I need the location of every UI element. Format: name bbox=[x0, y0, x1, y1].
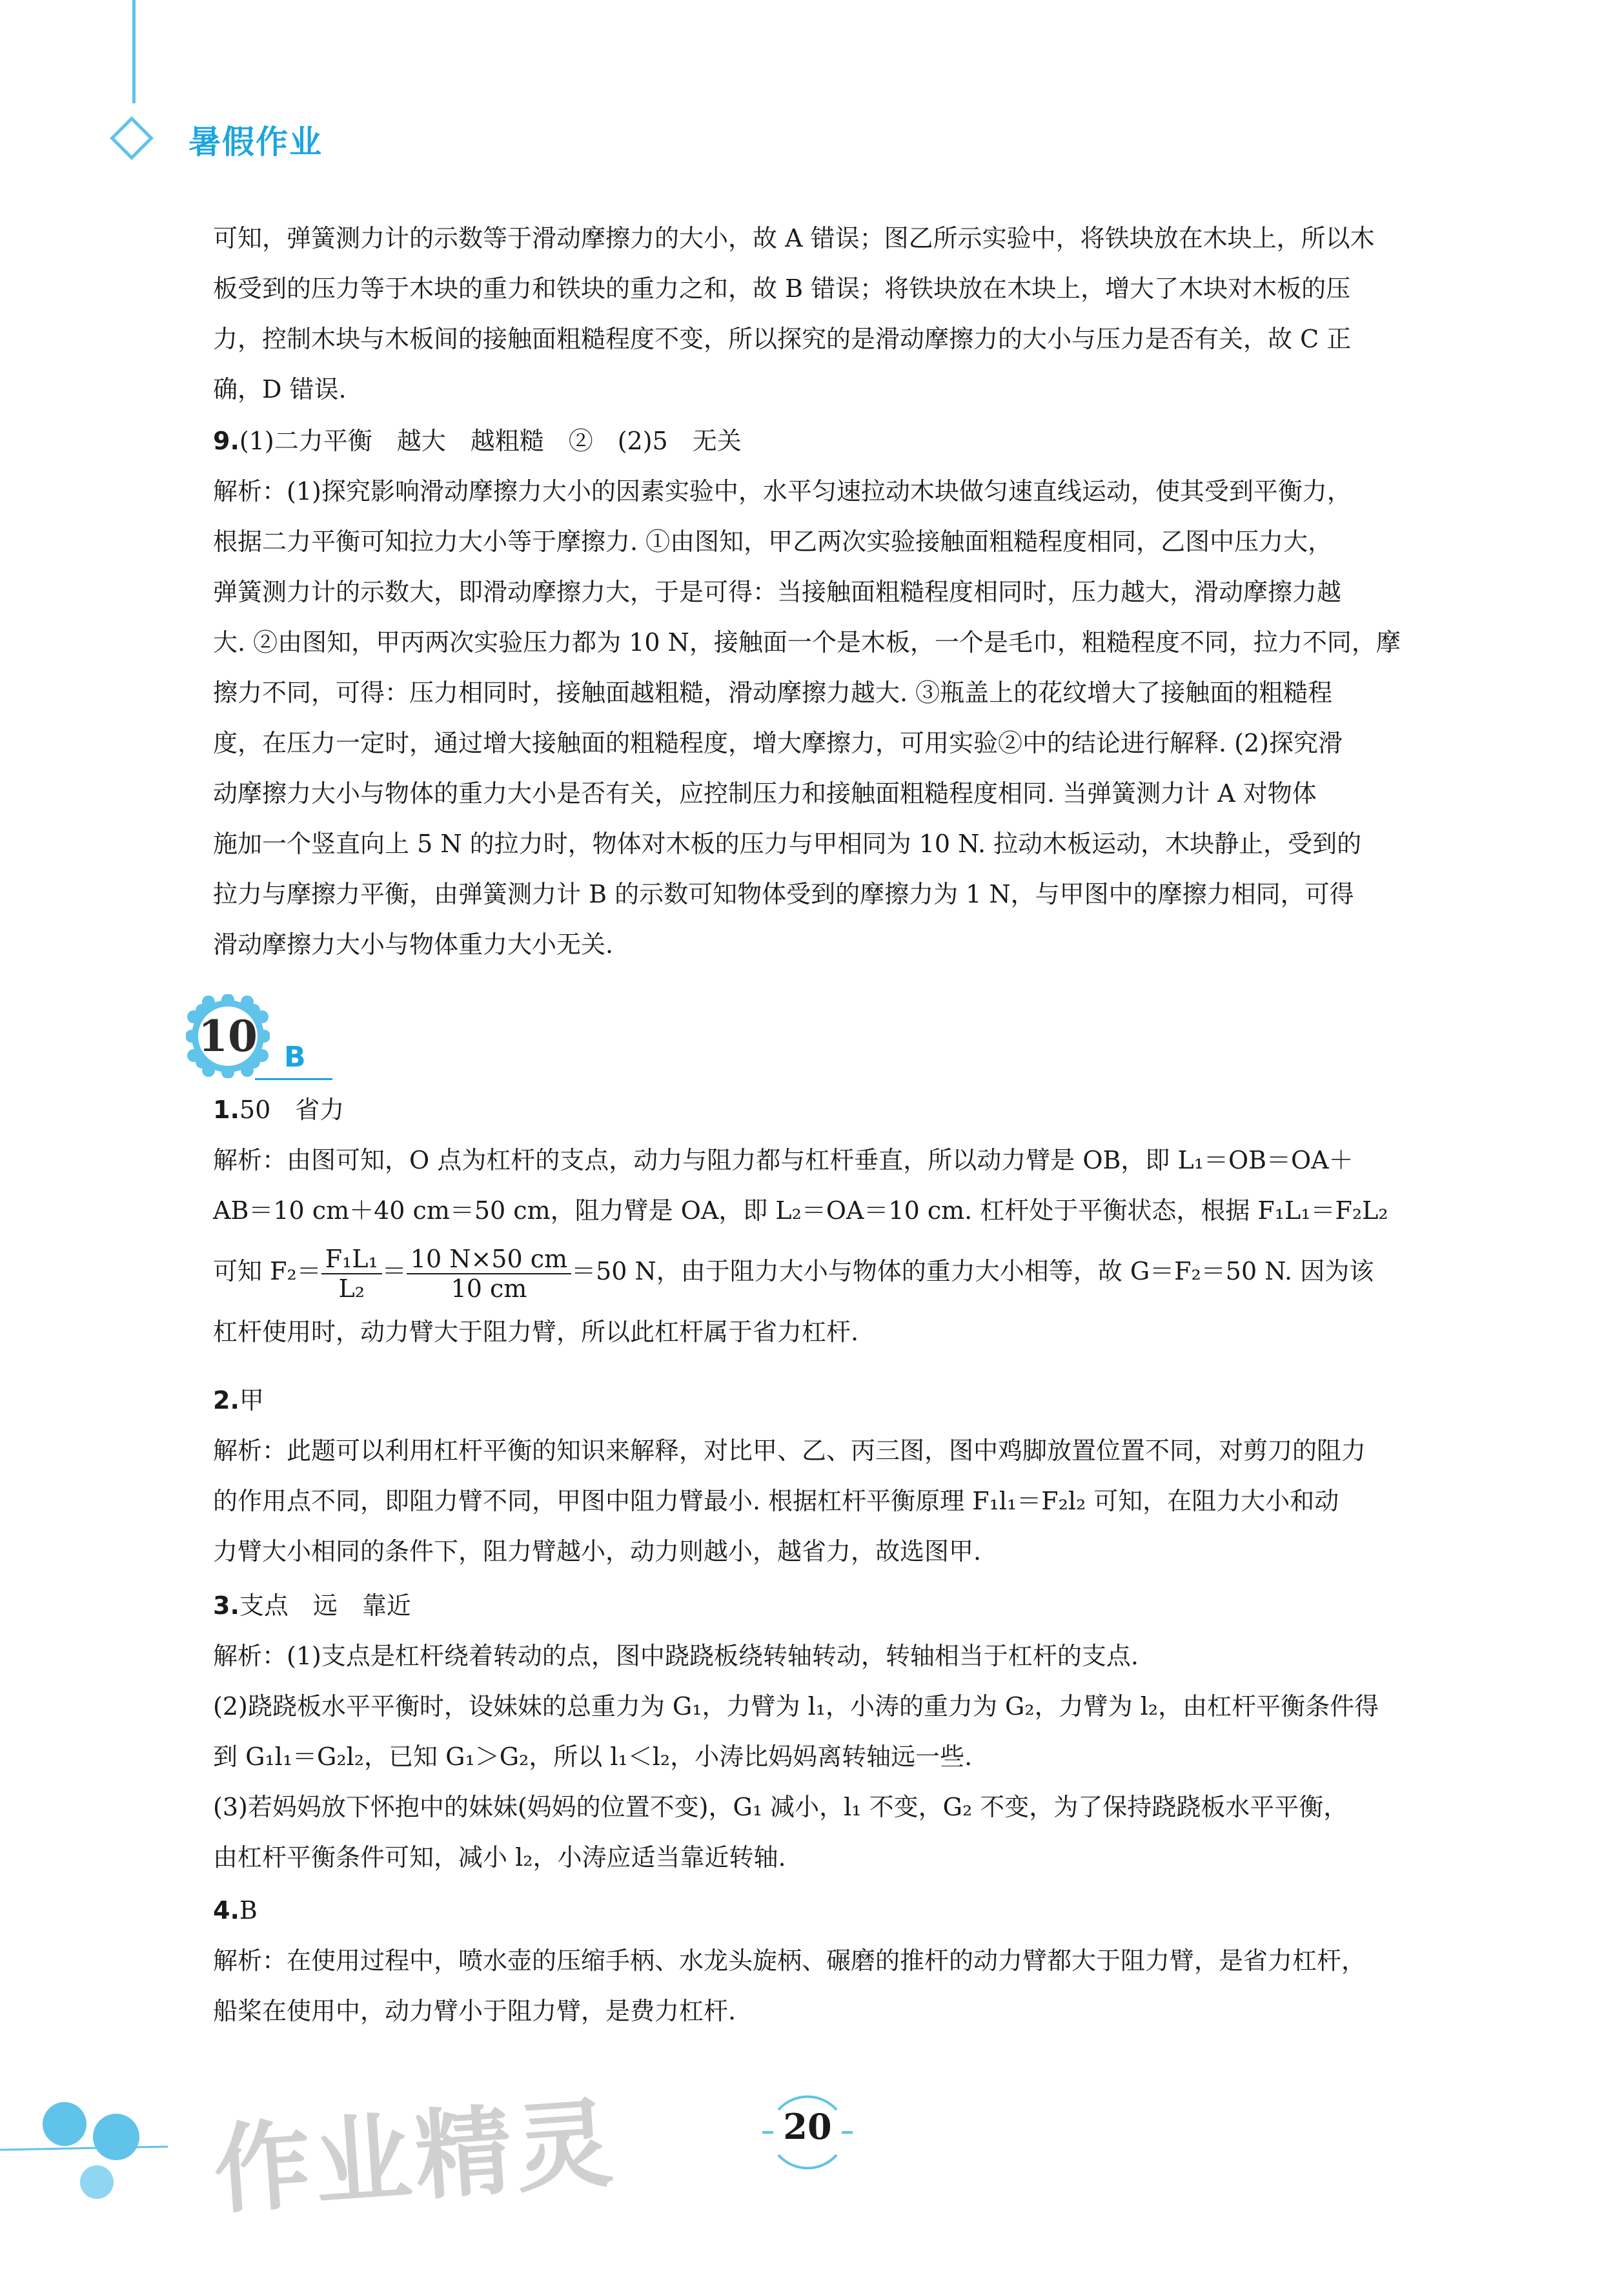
analysis-line: 由杠杆平衡条件可知，减小 l₂，小涛应适当靠近转轴. bbox=[213, 1843, 786, 1872]
analysis-line: (2)跷跷板水平平衡时，设妹妹的总重力为 G₁，力臂为 l₁，小涛的重力为 G₂，力臂为 l₂，由杠杆平衡条件得 bbox=[213, 1692, 1379, 1721]
equals-sign: ＝ bbox=[381, 1257, 407, 1285]
formula-prefix: 可知 F₂＝ bbox=[213, 1257, 321, 1285]
header-line bbox=[132, 0, 136, 103]
question-number: 1. bbox=[213, 1096, 239, 1124]
analysis-line: 擦力不同，可得：压力相同时，接触面越粗糙，滑动摩擦力越大. ③瓶盖上的花纹增大了接触面的粗糙程 bbox=[213, 679, 1333, 707]
question-number: 3. bbox=[213, 1591, 239, 1620]
analysis-line: 施加一个竖直向上 5 N 的拉力时，物体对木板的压力与甲相同为 10 N. 拉动木板运动，木块静止，受到的 bbox=[213, 830, 1362, 858]
question-number: 9. bbox=[213, 427, 239, 455]
formula-suffix: ＝50 N，由于阻力大小与物体的重力大小相等，故 G＝F₂＝50 N. 因为该 bbox=[571, 1257, 1374, 1285]
analysis-line: 根据二力平衡可知拉力大小等于摩擦力. ①由图知，甲乙两次实验接触面粗糙程度相同，乙图中压力大， bbox=[213, 527, 1333, 556]
fraction-denominator: L₂ bbox=[338, 1274, 365, 1303]
text-line: 确，D 错误. bbox=[213, 375, 347, 403]
answer-line bbox=[213, 1885, 1433, 1936]
answer-line bbox=[213, 1580, 1433, 1631]
section-underline bbox=[255, 1078, 332, 1080]
answer-text: B bbox=[239, 1896, 258, 1925]
analysis-line: 解析：由图可知，O 点为杠杆的支点，动力与阻力都与杠杆垂直，所以动力臂是 OB，即 L₁＝OB＝OA＋ bbox=[213, 1146, 1354, 1174]
analysis-line: 度，在压力一定时，通过增大接触面的粗糙程度，增大摩擦力，可用实验②中的结论进行解释. (2)探究滑 bbox=[213, 729, 1343, 757]
answer-text: 支点 远 靠近 bbox=[239, 1591, 411, 1620]
question-2 bbox=[213, 1375, 1433, 1577]
answer-line bbox=[213, 1085, 1433, 1135]
page-number: 20 bbox=[783, 2106, 832, 2147]
fraction bbox=[407, 1245, 571, 1303]
analysis-line: 船桨在使用中，动力臂小于阻力臂，是费力杠杆. bbox=[213, 1997, 736, 2025]
header-title: 暑假作业 bbox=[188, 123, 323, 161]
bubbles-decoration-icon bbox=[0, 2085, 168, 2214]
analysis-line: 杠杆使用时，动力臂大于阻力臂，所以此杠杆属于省力杠杆. bbox=[213, 1318, 859, 1346]
text-line: 板受到的压力等于木块的重力和铁块的重力之和，故 B 错误；将铁块放在木块上，增大了木块对木板的压 bbox=[213, 274, 1351, 303]
text-line: 可知，弹簧测力计的示数等于滑动摩擦力的大小，故 A 错误；图乙所示实验中，将铁块放在木块上，所以木 bbox=[213, 224, 1375, 252]
question-number: 4. bbox=[213, 1896, 239, 1925]
fraction-numerator: 10 N×50 cm bbox=[407, 1245, 571, 1274]
analysis-line: 解析：(1)探究影响滑动摩擦力大小的因素实验中，水平匀速拉动木块做匀速直线运动，使其受到平衡力， bbox=[213, 477, 1352, 506]
answer-line bbox=[213, 416, 1433, 466]
analysis-line: 到 G₁l₁＝G₂l₂，已知 G₁＞G₂，所以 l₁＜l₂，小涛比妈妈离转轴远一些. bbox=[213, 1742, 973, 1771]
question-4 bbox=[213, 1885, 1433, 2036]
question-number: 2. bbox=[213, 1386, 239, 1415]
watermark-logo: 作业精灵 bbox=[210, 2087, 620, 2228]
analysis-line: (3)若妈妈放下怀抱中的妹妹(妈妈的位置不变)，G₁ 减小，l₁ 不变，G₂ 不变，为了保持跷跷板水平平衡， bbox=[213, 1793, 1348, 1821]
question-9 bbox=[213, 416, 1433, 970]
answer-text: (1)二力平衡 越大 越粗糙 ② (2)5 无关 bbox=[239, 427, 742, 455]
fraction bbox=[321, 1245, 382, 1303]
answer-text: 50 省力 bbox=[239, 1096, 345, 1124]
section-letter: B bbox=[284, 1041, 306, 1074]
fraction-denominator: 10 cm bbox=[451, 1274, 527, 1303]
analysis-line: AB＝10 cm＋40 cm＝50 cm，阻力臂是 OA，即 L₂＝OA＝10 cm. 杠杆处于平衡状态，根据 F₁L₁＝F₂L₂ bbox=[213, 1196, 1388, 1225]
analysis-line: 拉力与摩擦力平衡，由弹簧测力计 B 的示数可知物体受到的摩擦力为 1 N，与甲图中的摩擦力相同，可得 bbox=[213, 880, 1354, 908]
analysis-line: 解析：(1)支点是杠杆绕着转动的点，图中跷跷板绕转轴转动，转轴相当于杠杆的支点. bbox=[213, 1642, 1139, 1670]
continued-text bbox=[213, 213, 1433, 414]
answer-line bbox=[213, 1375, 1433, 1425]
fraction-numerator: F₁L₁ bbox=[321, 1245, 382, 1274]
analysis-line-formula bbox=[213, 1236, 1433, 1307]
diamond-icon bbox=[110, 116, 154, 160]
analysis-line: 动摩擦力大小与物体的重力大小是否有关，应控制压力和接触面粗糙程度相同. 当弹簧测力计 A 对物体 bbox=[213, 779, 1317, 808]
question-3 bbox=[213, 1580, 1433, 1883]
text-line: 力，控制木块与木板间的接触面粗糙程度不变，所以探究的是滑动摩擦力的大小与压力是否有关，故 C 正 bbox=[213, 325, 1352, 353]
analysis-line: 解析：在使用过程中，喷水壶的压缩手柄、水龙头旋柄、碾磨的推杆的动力臂都大于阻力臂，是省力杠杆， bbox=[213, 1946, 1366, 1975]
analysis-line: 滑动摩擦力大小与物体重力大小无关. bbox=[213, 930, 614, 959]
question-1 bbox=[213, 1085, 1433, 1357]
answer-text: 甲 bbox=[239, 1386, 264, 1415]
section-number: 10 bbox=[198, 1011, 258, 1061]
analysis-line: 弹簧测力计的示数大，即滑动摩擦力大，于是可得：当接触面粗糙程度相同时，压力越大，滑动摩擦力越 bbox=[213, 578, 1342, 606]
analysis-line: 的作用点不同，即阻力臂不同，甲图中阻力臂最小. 根据杠杆平衡原理 F₁l₁＝F₂l₂ 可知，在阻力大小和动 bbox=[213, 1487, 1339, 1515]
analysis-line: 力臂大小相同的条件下，阻力臂越小，动力则越小，越省力，故选图甲. bbox=[213, 1537, 982, 1566]
analysis-line: 大. ②由图知，甲丙两次实验压力都为 10 N，接触面一个是木板，一个是毛巾，粗糙程度不同，拉力不同，摩 bbox=[213, 628, 1401, 657]
analysis-line: 解析：此题可以利用杠杆平衡的知识来解释，对比甲、乙、丙三图，图中鸡脚放置位置不同，对剪刀的阻力 bbox=[213, 1436, 1366, 1465]
